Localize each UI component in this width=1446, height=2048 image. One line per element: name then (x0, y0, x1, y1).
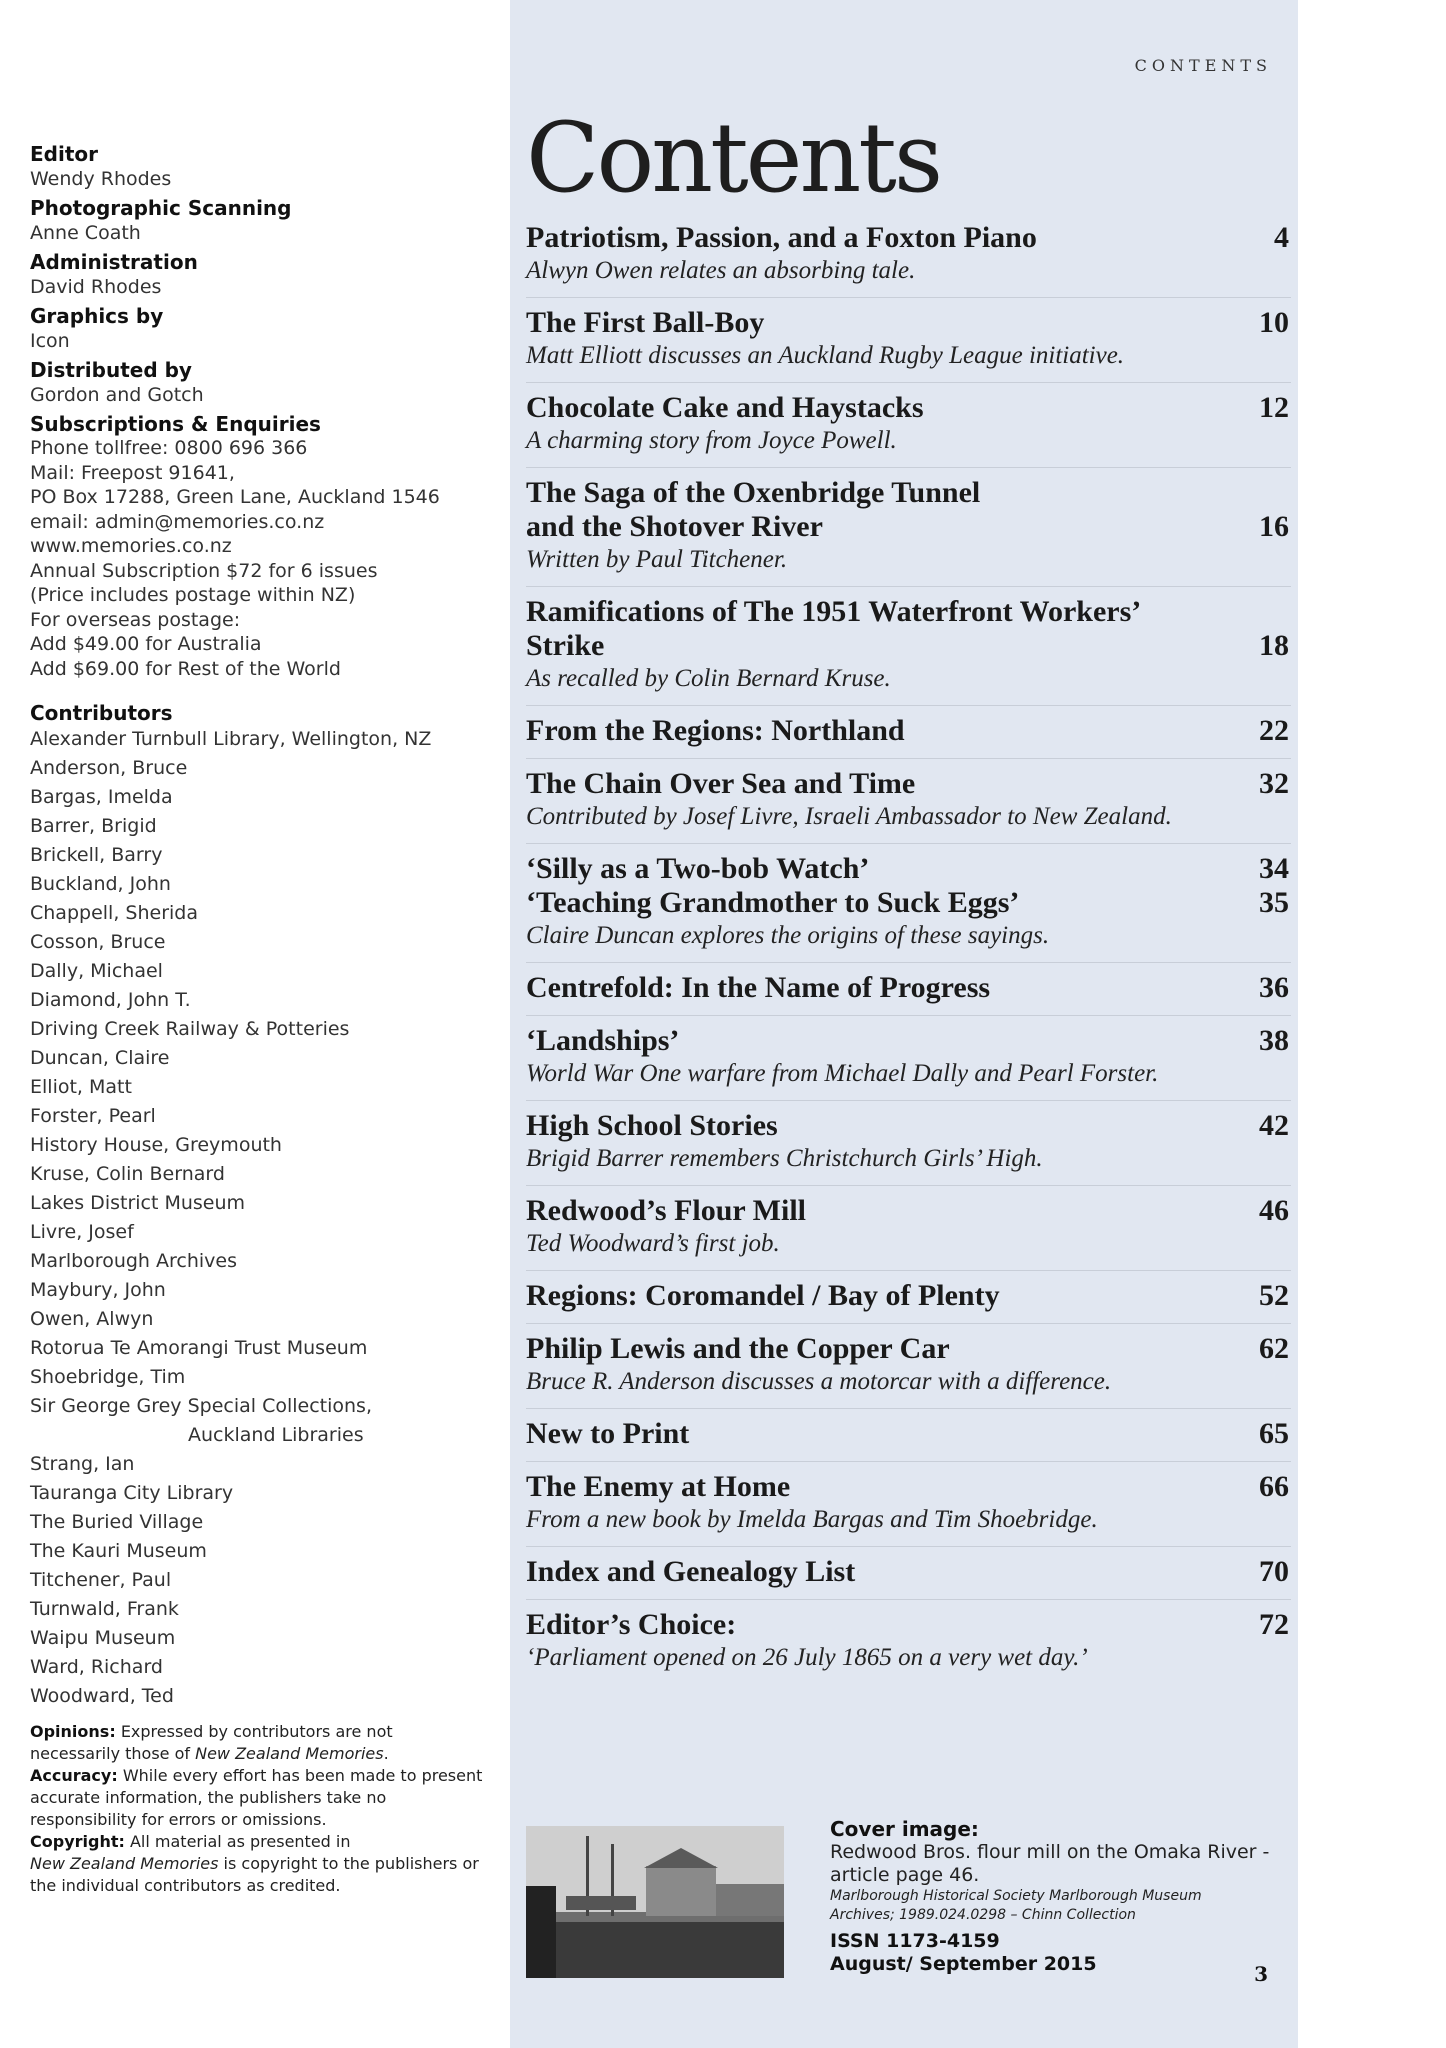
entry-title-row (526, 1279, 1291, 1313)
entry-page-number: 35 (1259, 886, 1289, 919)
entry-title: Regions: Coromandel / Bay of Plenty (526, 1279, 1000, 1312)
entry-title-row (526, 714, 1291, 748)
entry-title: Editor’s Choice: (526, 1608, 737, 1641)
contents-entry (526, 1324, 1291, 1409)
entry-title-row (526, 306, 1291, 340)
staff-roles (30, 142, 485, 408)
contributor: Lakes District Museum (30, 1192, 246, 1214)
contributor: History House, Greymouth (30, 1134, 282, 1156)
accuracy-text: While every effort has been made to present accurate information, the publishers take no responsibility for errors or omissions. (30, 1766, 483, 1829)
entry-page-number: 12 (1259, 391, 1289, 424)
entry-title: The Enemy at Home (526, 1470, 791, 1503)
contributor: Rotorua Te Amorangi Trust Museum (30, 1337, 368, 1359)
entry-title-row (526, 1194, 1291, 1228)
entry-description: Contributed by Josef Livre, Israeli Ambassador to New Zealand. (526, 803, 1172, 830)
entry-page-number: 65 (1259, 1417, 1289, 1450)
cover-image-thumbnail (526, 1826, 784, 1978)
contributor: Turnwald, Frank (30, 1598, 179, 1620)
staff-role (30, 142, 485, 192)
copyright-magazine: New Zealand Memories (30, 1854, 219, 1873)
cover-heading: Cover image: (830, 1817, 979, 1841)
entry-title-row (526, 852, 1291, 886)
contents-entry (526, 1409, 1291, 1462)
entry-page-number: 16 (1259, 510, 1289, 543)
role-value: David Rhodes (30, 276, 162, 298)
entry-page-number: 18 (1259, 629, 1289, 662)
contributor: Auckland Libraries (188, 1424, 364, 1446)
opinions-end: . (383, 1744, 389, 1763)
entry-title-row (526, 1417, 1291, 1451)
entry-title-row (526, 629, 1291, 663)
masthead-credits (30, 142, 485, 1897)
entry-title-row (526, 1024, 1291, 1058)
entry-title: New to Print (526, 1417, 690, 1450)
entry-page-number: 32 (1259, 767, 1289, 800)
contributor: Chappell, Sherida (30, 902, 198, 924)
contributor: Cosson, Bruce (30, 931, 166, 953)
contributor: Barrer, Brigid (30, 815, 157, 837)
contributor: Anderson, Bruce (30, 757, 188, 779)
entry-title-row (526, 971, 1291, 1005)
cover-caption: Redwood Bros. flour mill on the Omaka River - article page 46. (830, 1841, 1270, 1886)
entry-title-row (526, 595, 1291, 629)
entry-page-number: 34 (1259, 852, 1289, 885)
contents-entry (526, 759, 1291, 844)
page-title: Contents (526, 102, 941, 214)
contributor: Dally, Michael (30, 960, 163, 982)
opinions-label: Opinions: (30, 1722, 116, 1741)
entry-page-number: 22 (1259, 714, 1289, 747)
contents-list (526, 221, 1291, 1684)
contents-entry (526, 221, 1291, 298)
entry-description: Ted Woodward’s first job. (526, 1230, 780, 1257)
subscription-line: Mail: Freepost 91641, (30, 461, 235, 484)
opinions-magazine: New Zealand Memories (195, 1744, 384, 1763)
contributor: Bargas, Imelda (30, 786, 173, 808)
staff-role (30, 250, 485, 300)
contents-entry (526, 1186, 1291, 1271)
subscription-line: Add $49.00 for Australia (30, 633, 262, 655)
contributor: Maybury, John (30, 1279, 166, 1301)
contributor: Brickell, Barry (30, 844, 163, 866)
role-title: Photographic Scanning (30, 196, 292, 220)
entry-title-row (526, 886, 1291, 920)
entry-description: Alwyn Owen relates an absorbing tale. (526, 257, 916, 284)
role-value: Anne Coath (30, 222, 141, 244)
contributors-list (30, 725, 485, 1711)
subscriptions-details (30, 436, 485, 681)
entry-title: Philip Lewis and the Copper Car (526, 1332, 950, 1365)
role-title: Administration (30, 250, 198, 274)
contributor: Waipu Museum (30, 1627, 176, 1649)
contributor: Livre, Josef (30, 1221, 134, 1243)
contents-entry (526, 1600, 1291, 1684)
entry-title-row (526, 476, 1291, 510)
opinions-text: Expressed by contributors are not necessarily those of (30, 1722, 393, 1763)
contributor: Strang, Ian (30, 1453, 135, 1475)
contributor: The Buried Village (30, 1511, 204, 1533)
role-value: Wendy Rhodes (30, 168, 172, 190)
copyright-text-end: is copyright to the publishers or the individual contributors as credited. (30, 1854, 479, 1895)
subscription-line: For overseas postage: (30, 608, 241, 631)
contributor: Ward, Richard (30, 1656, 163, 1678)
entry-description: Written by Paul Titchener. (526, 546, 788, 573)
entry-title: From the Regions: Northland (526, 714, 905, 747)
contributor: Forster, Pearl (30, 1105, 156, 1127)
subscription-line: PO Box 17288, Green Lane, Auckland 1546 (30, 486, 440, 508)
entry-title: Chocolate Cake and Haystacks (526, 391, 924, 424)
contents-entry (526, 1016, 1291, 1101)
entry-title: Strike (526, 629, 605, 662)
role-value: Icon (30, 330, 70, 352)
role-title: Distributed by (30, 358, 192, 382)
entry-page-number: 4 (1274, 221, 1289, 254)
cover-info (830, 1818, 1270, 1976)
contributor: Diamond, John T. (30, 989, 191, 1011)
contributor: Alexander Turnbull Library, Wellington, NZ (30, 728, 432, 750)
staff-role (30, 358, 485, 408)
subscription-line: email: admin@memories.co.nz (30, 510, 325, 533)
copyright-text: All material as presented in (129, 1832, 351, 1851)
issn: ISSN 1173-4159 (830, 1930, 1000, 1952)
subscription-line: Annual Subscription $72 for 6 issues (30, 559, 378, 582)
contents-entry (526, 587, 1291, 706)
entry-title-row (526, 391, 1291, 425)
contributor: Duncan, Claire (30, 1047, 170, 1069)
entry-page-number: 72 (1259, 1608, 1289, 1641)
entry-description: Brigid Barrer remembers Christchurch Girls’ High. (526, 1145, 1043, 1172)
entry-description: As recalled by Colin Bernard Kruse. (526, 665, 891, 692)
contributors-title: Contributors (30, 701, 173, 725)
entry-page-number: 62 (1259, 1332, 1289, 1365)
accuracy-label: Accuracy: (30, 1766, 118, 1785)
copyright-label: Copyright: (30, 1832, 125, 1851)
contributor: Buckland, John (30, 873, 171, 895)
contents-entry (526, 1271, 1291, 1324)
entry-description: Matt Elliott discusses an Auckland Rugby League initiative. (526, 342, 1125, 369)
contributor: Driving Creek Railway & Potteries (30, 1018, 350, 1040)
contributor: Woodward, Ted (30, 1685, 174, 1707)
staff-role (30, 196, 485, 246)
role-title: Editor (30, 142, 98, 166)
contributor: The Kauri Museum (30, 1540, 207, 1562)
entry-page-number: 66 (1259, 1470, 1289, 1503)
entry-title: and the Shotover River (526, 510, 823, 543)
contributor: Titchener, Paul (30, 1569, 172, 1591)
contents-entry (526, 1547, 1291, 1600)
entry-title: The Saga of the Oxenbridge Tunnel (526, 476, 981, 509)
entry-description: World War One warfare from Michael Dally and Pearl Forster. (526, 1060, 1159, 1087)
entry-description: Claire Duncan explores the origins of these sayings. (526, 922, 1050, 949)
contents-entry (526, 1462, 1291, 1547)
legal-notice (30, 1721, 485, 1897)
contents-entry (526, 844, 1291, 963)
entry-title: ‘Teaching Grandmother to Suck Eggs’ (526, 886, 1020, 919)
contents-entry (526, 1101, 1291, 1186)
contributor: Elliot, Matt (30, 1076, 132, 1098)
issue-date: August/ September 2015 (830, 1953, 1097, 1975)
contents-entry (526, 706, 1291, 759)
entry-description: From a new book by Imelda Bargas and Tim Shoebridge. (526, 1506, 1098, 1533)
entry-title: Ramifications of The 1951 Waterfront Workers’ (526, 595, 1142, 628)
running-head: CONTENTS (1134, 56, 1272, 75)
cover-credit: Marlborough Historical Society Marlborough Museum Archives; 1989.024.0298 – Chinn Collection (830, 1888, 1202, 1923)
entry-page-number: 46 (1259, 1194, 1289, 1227)
contributor: Shoebridge, Tim (30, 1366, 186, 1388)
contributor: Marlborough Archives (30, 1250, 238, 1272)
entry-title: ‘Silly as a Two-bob Watch’ (526, 852, 870, 885)
subscription-line: Phone tollfree: 0800 696 366 (30, 437, 308, 459)
entry-title: The Chain Over Sea and Time (526, 767, 916, 800)
entry-title: The First Ball-Boy (526, 306, 765, 339)
contents-panel (510, 0, 1298, 2048)
subscription-line: (Price includes postage within NZ) (30, 584, 356, 606)
role-title: Graphics by (30, 304, 164, 328)
contents-entry (526, 383, 1291, 468)
staff-role (30, 304, 485, 354)
page-number: 3 (1254, 1962, 1268, 1986)
contributor: Tauranga City Library (30, 1482, 234, 1504)
entry-title: Index and Genealogy List (526, 1555, 856, 1588)
entry-description: Bruce R. Anderson discusses a motorcar with a difference. (526, 1368, 1112, 1395)
entry-title-row (526, 1332, 1291, 1366)
entry-page-number: 10 (1259, 306, 1289, 339)
entry-page-number: 38 (1259, 1024, 1289, 1057)
entry-title: Centrefold: In the Name of Progress (526, 971, 991, 1004)
entry-title-row (526, 1608, 1291, 1642)
entry-title-row (526, 221, 1291, 255)
entry-page-number: 42 (1259, 1109, 1289, 1142)
entry-title: ‘Landships’ (526, 1024, 680, 1057)
contributor: Owen, Alwyn (30, 1308, 154, 1330)
entry-title-row (526, 510, 1291, 544)
role-value: Gordon and Gotch (30, 384, 204, 406)
entry-title-row (526, 1470, 1291, 1504)
entry-title: Patriotism, Passion, and a Foxton Piano (526, 221, 1037, 254)
entry-description: ‘Parliament opened on 26 July 1865 on a very wet day.’ (526, 1644, 1088, 1671)
contents-entry (526, 468, 1291, 587)
contents-entry (526, 298, 1291, 383)
entry-title-row (526, 1555, 1291, 1589)
entry-page-number: 36 (1259, 971, 1289, 1004)
entry-description: A charming story from Joyce Powell. (526, 427, 897, 454)
entry-page-number: 70 (1259, 1555, 1289, 1588)
subscription-line: Add $69.00 for Rest of the World (30, 657, 341, 680)
entry-title-row (526, 767, 1291, 801)
entry-title: High School Stories (526, 1109, 778, 1142)
entry-title: Redwood’s Flour Mill (526, 1194, 807, 1227)
subscriptions-title: Subscriptions & Enquiries (30, 412, 321, 436)
subscription-line: www.memories.co.nz (30, 535, 232, 557)
contents-entry (526, 963, 1291, 1016)
entry-page-number: 52 (1259, 1279, 1289, 1312)
contributor: Sir George Grey Special Collections, (30, 1395, 372, 1417)
contributor: Kruse, Colin Bernard (30, 1163, 225, 1185)
entry-title-row (526, 1109, 1291, 1143)
